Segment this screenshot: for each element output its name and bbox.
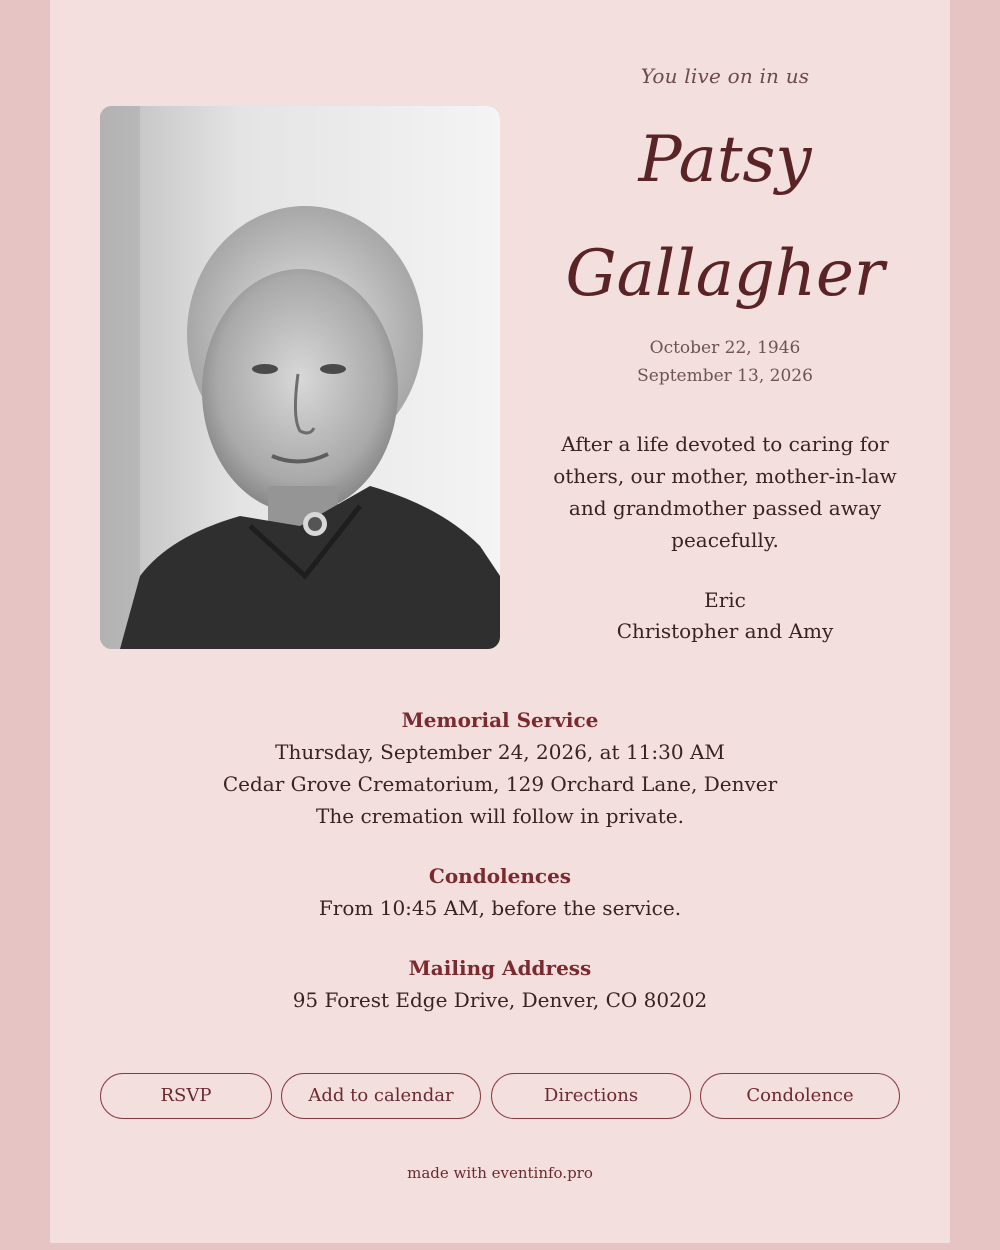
memorial-service-title: Memorial Service bbox=[401, 708, 599, 732]
memorial-service-location: Cedar Grove Crematorium, 129 Orchard Lane, Denver bbox=[222, 772, 778, 796]
condolence-button[interactable]: Condolence bbox=[700, 1073, 900, 1119]
memorial-card bbox=[50, 0, 950, 1243]
birth-date: October 22, 1946 bbox=[649, 338, 801, 358]
family-line-2: Christopher and Amy bbox=[616, 619, 834, 643]
mailing-address-section bbox=[50, 952, 950, 1016]
add-to-calendar-button[interactable]: Add to calendar bbox=[281, 1073, 481, 1119]
tagline: You live on in us bbox=[640, 64, 810, 88]
memorial-service-note: The cremation will follow in private. bbox=[316, 804, 684, 828]
mailing-address-title: Mailing Address bbox=[408, 956, 592, 980]
family-line-1: Eric bbox=[704, 588, 746, 612]
mailing-address-value: 95 Forest Edge Drive, Denver, CO 80202 bbox=[292, 988, 708, 1012]
action-buttons bbox=[100, 1073, 900, 1119]
first-name: Patsy bbox=[638, 123, 812, 197]
family-names bbox=[550, 585, 900, 647]
directions-button[interactable]: Directions bbox=[491, 1073, 691, 1119]
condolences-time: From 10:45 AM, before the service. bbox=[318, 896, 682, 920]
life-dates bbox=[550, 334, 900, 390]
death-date: September 13, 2026 bbox=[637, 366, 813, 386]
memorial-service-section bbox=[50, 704, 950, 832]
condolences-title: Condolences bbox=[428, 864, 572, 888]
portrait-photo bbox=[100, 106, 500, 649]
last-name: Gallagher bbox=[565, 237, 885, 311]
portrait-image bbox=[100, 106, 500, 649]
condolences-section bbox=[50, 860, 950, 924]
footer-credit-link[interactable]: made with eventinfo.pro bbox=[407, 1164, 593, 1182]
rsvp-button[interactable]: RSVP bbox=[100, 1073, 272, 1119]
obituary-message: After a life devoted to caring for others, our mother, mother-in-law and grandmother passed away peacefully. bbox=[553, 432, 897, 552]
memorial-service-date: Thursday, September 24, 2026, at 11:30 AM bbox=[275, 740, 725, 764]
